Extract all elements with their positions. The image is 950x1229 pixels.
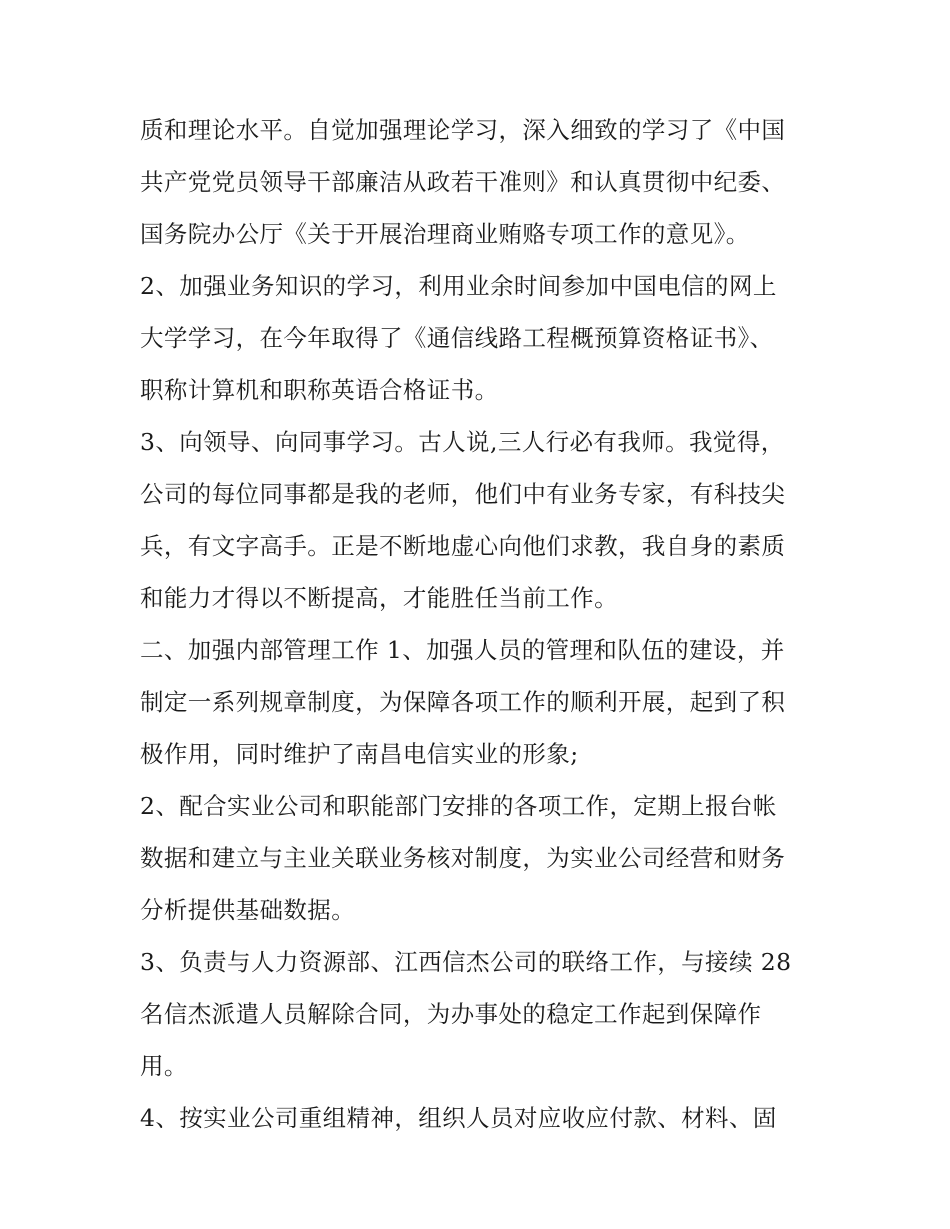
text-line: 二、加强内部管理工作 1、加强人员的管理和队伍的建设，并 <box>140 636 785 664</box>
text-line: 职称计算机和职称英语合格证书。 <box>140 376 499 404</box>
text-line: 4、按实业公司重组精神，组织人员对应收应付款、材料、固 <box>140 1104 777 1132</box>
text-line: 制定一系列规章制度，为保障各项工作的顺利开展，起到了积 <box>140 688 786 716</box>
text-line: 分析提供基础数据。 <box>140 896 356 924</box>
text-line: 共产党党员领导干部廉洁从政若干准则》和认真贯彻中纪委、 <box>140 168 786 196</box>
text-line: 名信杰派遣人员解除合同，为办事处的稳定工作起到保障作 <box>140 1000 762 1028</box>
text-line: 数据和建立与主业关联业务核对制度，为实业公司经营和财务 <box>140 844 786 872</box>
text-line: 2、配合实业公司和职能部门安排的各项工作，定期上报台帐 <box>140 792 777 820</box>
text-line: 3、向领导、向同事学习。古人说,三人行必有我师。我觉得， <box>140 428 785 456</box>
text-line: 兵，有文字高手。正是不断地虚心向他们求教，我自身的素质 <box>140 532 786 560</box>
text-line: 极作用，同时维护了南昌电信实业的形象; <box>140 740 579 768</box>
text-line: 和能力才得以不断提高，才能胜任当前工作。 <box>140 584 618 612</box>
text-line: 国务院办公厅《关于开展治理商业贿赂专项工作的意见》。 <box>140 220 750 248</box>
text-line: 大学学习，在今年取得了《通信线路工程概预算资格证书》、 <box>140 324 774 352</box>
text-line: 2、加强业务知识的学习，利用业余时间参加中国电信的网上 <box>140 272 777 300</box>
text-line: 质和理论水平。自觉加强理论学习，深入细致的学习了《中国 <box>140 116 786 144</box>
text-line: 用。 <box>140 1052 188 1080</box>
text-line: 3、负责与人力资源部、江西信杰公司的联络工作，与接续 28 <box>140 948 792 976</box>
text-line: 公司的每位同事都是我的老师，他们中有业务专家，有科技尖 <box>140 480 786 508</box>
